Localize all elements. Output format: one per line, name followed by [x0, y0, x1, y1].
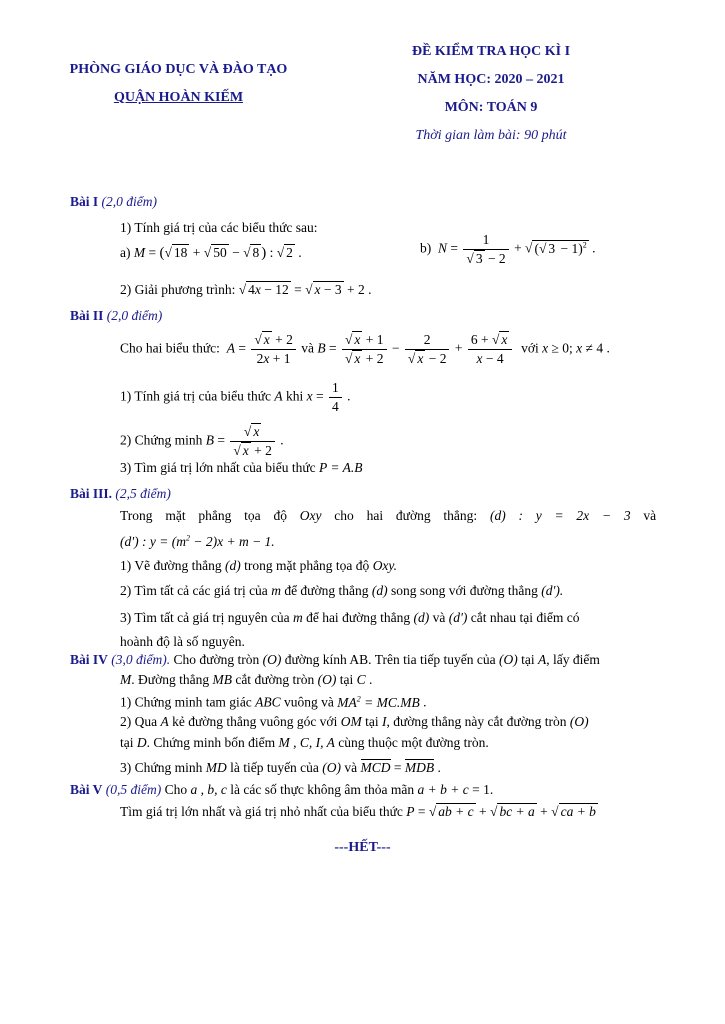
bai3-line-d2: (d') : $y = (m^2 - 2)x + m - 1$. — [120, 533, 275, 549]
bai3-intro: Trong mặt phẳng tọa độ Oxy cho hai đường thẳng: (d) : y = 2x − 3 và — [120, 508, 657, 523]
school-year: NĂM HỌC: 2020 – 2021 — [417, 72, 565, 87]
bai3-heading: Bài III. (2,5 điểm) — [70, 486, 171, 501]
bai2-q3: 3) Tìm giá trị lớn nhất của biểu thức P = A.B — [120, 460, 363, 475]
bai1-heading: Bài I (2,0 điểm) — [70, 194, 157, 209]
subject: MÔN: TOÁN 9 — [444, 100, 538, 115]
bai3-q3-line2: hoành độ là số nguyên. — [120, 634, 245, 649]
bai1-qb: b) N = $\frac{1}{√ 3 - 2}$ + √ (√ 3 − 1)$^2$ . — [420, 232, 596, 266]
time-limit: Thời gian làm bài: 90 phút — [415, 128, 567, 143]
bai4-q2: 2) Qua A kẻ đường thẳng vuông góc với OM tại I, đường thẳng này cắt đường tròn (O) — [120, 714, 589, 729]
bai4-q1: 1) Chứng minh tam giác ABC vuông và $MA^2 = MC.MB$ . — [120, 694, 427, 710]
bai4-intro: Bài IV (3,0 điểm). Cho đường tròn (O) đường kính AB. Trên tia tiếp tuyến của (O) tại A, lấy điểm — [70, 652, 600, 667]
bai1-q2: 2) Giải phương trình: √ 4x − 12 = √ x − 3 + 2 . — [120, 282, 372, 297]
bai2-q2: 2) Chứng minh B = $\frac{√ x}{√ x + 2}$ . — [120, 424, 284, 458]
header-exam — [380, 38, 602, 150]
bai2-q1: 1) Tính giá trị của biểu thức A khi x = $\frac{1}{4}$ . — [120, 380, 351, 414]
bai3-q2: 2) Tìm tất cả các giá trị của m để đường thẳng (d) song song với đường thẳng (d'). — [120, 583, 564, 598]
bai1-qa: a) M = (√ 18 + √ 50 − √ 8 ) : √ 2 . — [120, 245, 302, 261]
bai1-q1: 1) Tính giá trị của các biểu thức sau: — [120, 220, 318, 235]
header-office — [56, 56, 301, 112]
bai5-q: Tìm giá trị lớn nhất và giá trị nhỏ nhất của biểu thức P = √ ab + c + √ bc + a + √ ca + b — [120, 804, 596, 819]
bai3-q1: 1) Vẽ đường thẳng (d) trong mặt phẳng tọa độ Oxy. — [120, 558, 398, 573]
exam-title: ĐỀ KIỂM TRA HỌC KÌ I — [411, 44, 571, 59]
bai2-intro: Cho hai biểu thức: A = $\frac{√ x + 2}{2x + 1}$ và B = $\frac{√ x + 1}{√ x + 2}$ − $\frac{2}{√ x - 2}$ + $\frac{6 + √ x}{x - 4}$ với x ≥ 0; x ≠ 4 . — [120, 332, 610, 366]
bai4-q3: 3) Chứng minh MD là tiếp tuyến của (O) và MCD = MDB . — [120, 760, 441, 775]
bai4-intro-line2: M. Đường thẳng MB cắt đường tròn (O) tại C . — [120, 672, 373, 687]
district-name: QUẬN HOÀN KIẾM — [113, 90, 244, 105]
end-marker: ---HẾT--- — [334, 840, 391, 855]
bai3-q3: 3) Tìm tất cả giá trị nguyên của m để hai đường thẳng (d) và (d') cắt nhau tại điểm có — [120, 610, 580, 625]
office-name: PHÒNG GIÁO DỤC VÀ ĐÀO TẠO — [69, 62, 288, 77]
bai4-q2-line2: tại D. Chứng minh bốn điểm M , C, I, A cùng thuộc một đường tròn. — [120, 735, 489, 750]
bai2-heading: Bài II (2,0 điểm) — [70, 308, 163, 323]
bai5-intro: Bài V (0,5 điểm) Cho a , b, c là các số thực không âm thỏa mãn a + b + c = 1. — [70, 782, 494, 797]
